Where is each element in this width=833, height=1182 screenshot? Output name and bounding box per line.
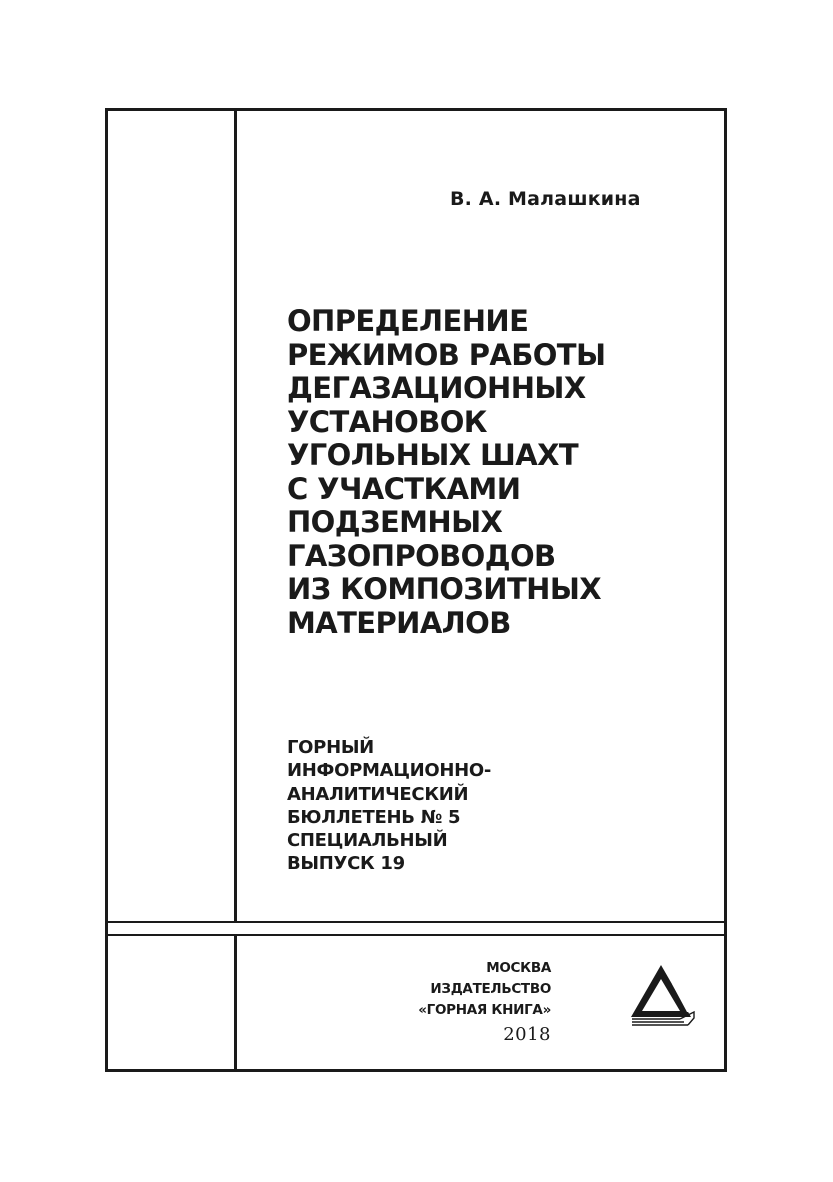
publisher-block [418, 958, 551, 1021]
vertical-rule-bottom [234, 936, 237, 1069]
series-name [287, 736, 491, 876]
series-line: ГОРНЫЙ [287, 737, 374, 758]
title-line: ПОДЗЕМНЫХ [287, 505, 503, 539]
horizontal-rule-upper [105, 921, 727, 923]
vertical-rule-top [234, 111, 237, 922]
series-line: АНАЛИТИЧЕСКИЙ [287, 783, 469, 805]
title-line: УСТАНОВОК [287, 404, 487, 439]
publisher-triangle-book-logo-icon [628, 962, 696, 1030]
title-line: ДЕГАЗАЦИОННЫХ [287, 371, 586, 405]
title-line: ГАЗОПРОВОДОВ [287, 538, 556, 573]
series-line: ИНФОРМАЦИОННО- [287, 760, 492, 782]
title-line: УГОЛЬНЫХ ШАХТ [287, 438, 579, 472]
title-line: РЕЖИМОВ РАБОТЫ [287, 337, 606, 372]
series-line: ВЫПУСК 19 [287, 853, 405, 875]
publication-year: 2018 [503, 1024, 551, 1045]
publisher-line: ИЗДАТЕЛЬСТВО [430, 981, 551, 997]
series-line: СПЕЦИАЛЬНЫЙ [287, 830, 448, 852]
book-title [287, 305, 605, 640]
author-name: В. А. Малашкина [450, 188, 641, 210]
title-line: ИЗ КОМПОЗИТНЫХ [287, 572, 602, 606]
title-line: С УЧАСТКАМИ [287, 471, 521, 506]
series-line: БЮЛЛЕТЕНЬ № 5 [287, 806, 461, 828]
horizontal-rule-lower [105, 934, 727, 936]
title-line: ОПРЕДЕЛЕНИЕ [287, 304, 529, 338]
publisher-line: МОСКВА [486, 960, 551, 976]
title-line: МАТЕРИАЛОВ [287, 605, 511, 640]
publisher-line: «ГОРНАЯ КНИГА» [418, 1002, 551, 1018]
